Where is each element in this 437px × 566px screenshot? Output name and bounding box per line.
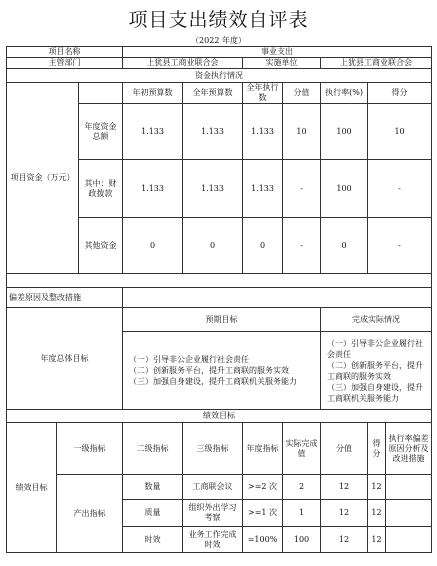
- score-value: 12: [321, 527, 368, 553]
- cell: -: [368, 160, 432, 218]
- row-label: 年度资金总额: [79, 104, 123, 160]
- note: [386, 527, 432, 553]
- deviation-label: 偏差原因及整改措施: [7, 288, 123, 308]
- actual-goal-item: （三）加强自身建设，提升工商联机关服务能力: [327, 382, 424, 403]
- page-title: 项目支出绩效自评表: [128, 9, 309, 31]
- cell: 10: [368, 104, 432, 160]
- actual: 1: [283, 500, 321, 527]
- score: 12: [368, 500, 386, 527]
- cell: 1.133: [183, 160, 243, 218]
- cell: -: [283, 218, 321, 274]
- performance-section-title: 绩效目标: [7, 410, 432, 423]
- funds-corner: [79, 83, 123, 104]
- level3: 工商联会议: [183, 475, 243, 500]
- col-annual-executed: 全年执行数: [243, 83, 283, 104]
- score: 12: [368, 475, 386, 500]
- unit-label: 实施单位: [243, 58, 321, 69]
- cell: 1.133: [123, 104, 183, 160]
- cell: 1.133: [123, 160, 183, 218]
- expected-goal-header: 预期目标: [123, 308, 321, 332]
- level2: 数量: [123, 475, 183, 500]
- target: =100%: [243, 527, 283, 553]
- actual-goals: [321, 332, 432, 410]
- actual: 100: [283, 527, 321, 553]
- dept-value: 上犹县工商业联合会: [123, 58, 243, 69]
- actual: 2: [283, 475, 321, 500]
- level2: 时效: [123, 527, 183, 553]
- cell: 1.133: [183, 104, 243, 160]
- funds-row-header: 项目资金（万元）: [7, 83, 79, 274]
- actual-goal-item: （二）创新服务平台，提升工商联的服务实效: [327, 360, 424, 381]
- score-value: 12: [321, 500, 368, 527]
- perf-row-quantity: [7, 475, 432, 500]
- expected-goal-item: （一）引导非公企业履行社会责任: [129, 355, 250, 364]
- target: >=1 次: [243, 500, 283, 527]
- actual-goal-item: （一）引导非公企业履行社会责任: [327, 338, 424, 359]
- col-perf-score-value: 分值: [321, 423, 368, 475]
- target: >=2 次: [243, 475, 283, 500]
- cell: 10: [283, 104, 321, 160]
- note: [386, 475, 432, 500]
- col-level3: 三级指标: [183, 423, 243, 475]
- project-name: 事业支出: [123, 47, 432, 58]
- col-score-value: 分值: [283, 83, 321, 104]
- row-label: 其中：财政拨款: [79, 160, 123, 218]
- col-level2: 二级指标: [123, 423, 183, 475]
- col-deviation-analysis: 执行率偏差原因分析及改进措施: [386, 423, 432, 475]
- note: [386, 500, 432, 527]
- blank-row: [7, 274, 432, 288]
- level3: 组织外出学习考察: [183, 500, 243, 527]
- cell: -: [368, 218, 432, 274]
- cell: 0: [183, 218, 243, 274]
- deviation-value: [123, 288, 432, 308]
- cell: 100: [321, 104, 368, 160]
- col-actual-value: 实际完成值: [283, 423, 321, 475]
- cell: 1.133: [243, 104, 283, 160]
- col-perf-score: 得分: [368, 423, 386, 475]
- col-score: 得分: [368, 83, 432, 104]
- cell: -: [283, 160, 321, 218]
- col-exec-rate: 执行率(%): [321, 83, 368, 104]
- level1-output: 产出指标: [57, 475, 123, 553]
- cell: 100: [321, 160, 368, 218]
- col-annual-budget: 全年预算数: [183, 83, 243, 104]
- evaluation-table: [6, 46, 432, 553]
- fiscal-year: （2022 年度）: [191, 36, 246, 45]
- col-annual-target: 年度指标: [243, 423, 283, 475]
- funds-section-title: 资金执行情况: [7, 69, 432, 83]
- cell: 0: [123, 218, 183, 274]
- expected-goals: [123, 332, 321, 410]
- dept-label: 主管部门: [7, 58, 123, 69]
- col-level1: 一级指标: [57, 423, 123, 475]
- row-label: 其他资金: [79, 218, 123, 274]
- cell: 1.133: [243, 160, 283, 218]
- unit-value: 上犹县工商业联合会: [321, 58, 432, 69]
- expected-goal-item: （三）加强自身建设，提升工商联机关服务能力: [129, 377, 298, 386]
- cell: 0: [321, 218, 368, 274]
- score-value: 12: [321, 475, 368, 500]
- level2: 质量: [123, 500, 183, 527]
- cell: 0: [243, 218, 283, 274]
- level3: 业务工作完成时效: [183, 527, 243, 553]
- expected-goal-item: （二）创新服务平台，提升工商联的服务实效: [129, 366, 290, 375]
- actual-goal-header: 完成实际情况: [321, 308, 432, 332]
- score: 12: [368, 527, 386, 553]
- col-initial-budget: 年初预算数: [123, 83, 183, 104]
- project-name-label: 项目名称: [7, 47, 123, 58]
- performance-side-label: 绩效目标: [7, 423, 57, 553]
- annual-goal-label: 年度总体目标: [7, 308, 123, 410]
